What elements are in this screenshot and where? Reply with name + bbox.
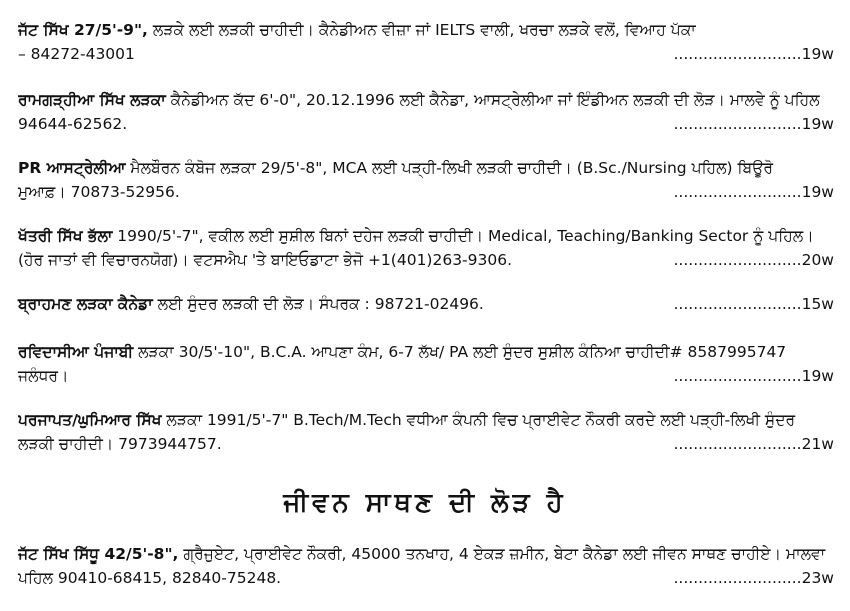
ad-contact: 94644-62562. (18, 115, 128, 133)
ad-word-count: ..........................15w (673, 295, 834, 313)
ad-first-line (18, 408, 834, 432)
ad-first-line (18, 18, 834, 42)
ad-word-count: ..........................19w (673, 367, 834, 385)
ad-text: ਲਈ ਸੁੰਦਰ ਲੜਕੀ ਦੀ ਲੋੜ। ਸੰਪਰਕ : 98721-02496. (157, 295, 484, 313)
classified-ad (18, 18, 834, 66)
classified-ad (18, 88, 834, 136)
classified-ad (18, 340, 834, 388)
ad-word-count: ..........................19w (673, 45, 834, 63)
ad-contact: – 84272-43001 (18, 45, 135, 63)
ad-first-line (18, 340, 834, 364)
ad-text: ਗ੍ਰੈਜੁਏਟ, ਪ੍ਰਾਈਵੇਟ ਨੌਕਰੀ, 45000 ਤਨਖਾਹ, 4 ਏਕੜ ਜ਼ਮੀਨ, ਬੇਟਾ ਕੈਨੇਡਾ ਲਈ ਜੀਵਨ ਸਾਥਣ ਚਾਹੀਏ। ਮਾਲਵਾ (178, 545, 826, 563)
ad-last-line (18, 248, 834, 272)
section-heading: ਜੀਵਨ ਸਾਥਣ ਦੀ ਲੋੜ ਹੈ (283, 488, 567, 518)
classified-ad (18, 542, 834, 590)
ad-lead: ਰਵਿਦਾਸੀਆ ਪੰਜਾਬੀ (18, 343, 134, 361)
ad-contact: ਜਲੰਧਰ। (18, 367, 69, 385)
ad-first-line (18, 88, 834, 112)
ad-text: ਲੜਕੇ ਲਈ ਲੜਕੀ ਚਾਹੀਦੀ। ਕੈਨੇਡੀਅਨ ਵੀਜ਼ਾ ਜਾਂ IELTS ਵਾਲੀ, ਖਰਚਾ ਲੜਕੇ ਵਲੋਂ, ਵਿਆਹ ਪੱਕਾ (147, 21, 696, 39)
ad-contact: ਲੜਕੀ ਚਾਹੀਦੀ। 7973944757. (18, 435, 222, 453)
ad-last-line (18, 432, 834, 456)
ad-last-line (18, 180, 834, 204)
ad-first-line (18, 156, 834, 180)
ad-lead: ਜੱਟ ਸਿੱਖ ਸਿੱਧੂ 42/5'-8", (18, 545, 179, 563)
ad-lead: ਖੱਤਰੀ ਸਿੱਖ ਭੱਲਾ (18, 227, 113, 245)
ad-text: 1990/5'-7", ਵਕੀਲ ਲਈ ਸੁਸ਼ੀਲ ਬਿਨਾਂ ਦਹੇਜ ਲੜਕੀ ਚਾਹੀਦੀ। Medical, Teaching/Banking Sector ਨੂੰ ਪਹਿਲ। (112, 227, 814, 245)
ad-word-count: ..........................21w (673, 435, 834, 453)
classified-ad (18, 156, 834, 204)
ad-lead: ਰਾਮਗੜ੍ਹੀਆ ਸਿੱਖ ਲੜਕਾ (18, 91, 166, 109)
ad-lead: ਬ੍ਰਾਹਮਣ ਲੜਕਾ ਕੈਨੇਡਾ (18, 295, 153, 313)
ad-text: ਕੈਨੇਡੀਅਨ ਕੱਦ 6'-0", 20.12.1996 ਲਈ ਕੈਨੇਡਾ, ਆਸਟ੍ਰੇਲੀਆ ਜਾਂ ਇੰਡੀਅਨ ਲੜਕੀ ਦੀ ਲੋੜ। ਮਾਲਵੇ ਨੂੰ ਪਹਿਲ (165, 91, 820, 109)
classified-ad (18, 292, 834, 316)
classified-ad (18, 224, 834, 272)
ad-contact: ਮੁਆਫ਼। 70873-52956. (18, 183, 180, 201)
ad-lead: ਪਰਜਾਪਤ/ਘੁਮਿਆਰ ਸਿੱਖ (18, 411, 162, 429)
ad-text: ਮੈਲਬੌਰਨ ਕੰਬੋਜ ਲੜਕਾ 29/5'-8", MCA ਲਈ ਪੜ੍ਹੀ-ਲਿਖੀ ਲੜਕੀ ਚਾਹੀਦੀ। (B.Sc./Nursing ਪਹਿਲ) ਬਿਊਰੋ (125, 159, 774, 177)
ad-first-line (18, 542, 834, 566)
ad-word-count: ..........................19w (673, 183, 834, 201)
ad-last-line (18, 42, 834, 66)
ad-contact: ਪਹਿਲ 90410-68415, 82840-75248. (18, 569, 282, 587)
ad-lead: ਜੱਟ ਸਿੱਖ 27/5'-9", (18, 21, 148, 39)
ad-last-line (18, 364, 834, 388)
ad-body (18, 292, 484, 316)
ad-last-line (18, 566, 834, 590)
ad-text: ਲੜਕਾ 30/5'-10", B.C.A. ਆਪਣਾ ਕੰਮ, 6-7 ਲੱਖ/ PA ਲਈ ਸੁੰਦਰ ਸੁਸ਼ੀਲ ਕੰਨਿਆ ਚਾਹੀਦੀ# 8587995747 (133, 343, 787, 361)
ad-word-count: ..........................19w (673, 115, 834, 133)
ad-last-line (18, 112, 834, 136)
ad-word-count: ..........................23w (673, 569, 834, 587)
ad-last-line (18, 292, 834, 316)
ad-text: ਲੜਕਾ 1991/5'-7" B.Tech/M.Tech ਵਧੀਆ ਕੰਪਨੀ ਵਿਚ ਪ੍ਰਾਈਵੇਟ ਨੌਕਰੀ ਕਰਦੇ ਲਈ ਪੜ੍ਹੀ-ਲਿਖੀ ਸੁੰਦਰ (161, 411, 796, 429)
ad-word-count: ..........................20w (673, 251, 834, 269)
classified-ad (18, 408, 834, 456)
ad-lead: PR ਆਸਟ੍ਰੇਲੀਆ (18, 159, 126, 177)
ad-contact: (ਹੋਰ ਜਾਤਾਂ ਵੀ ਵਿਚਾਰਨਯੋਗ)। ਵਟਸਐਪ 'ਤੇ ਬਾਇਓਡਾਟਾ ਭੇਜੋ +1(401)263-9306. (18, 251, 513, 269)
ad-first-line (18, 224, 834, 248)
